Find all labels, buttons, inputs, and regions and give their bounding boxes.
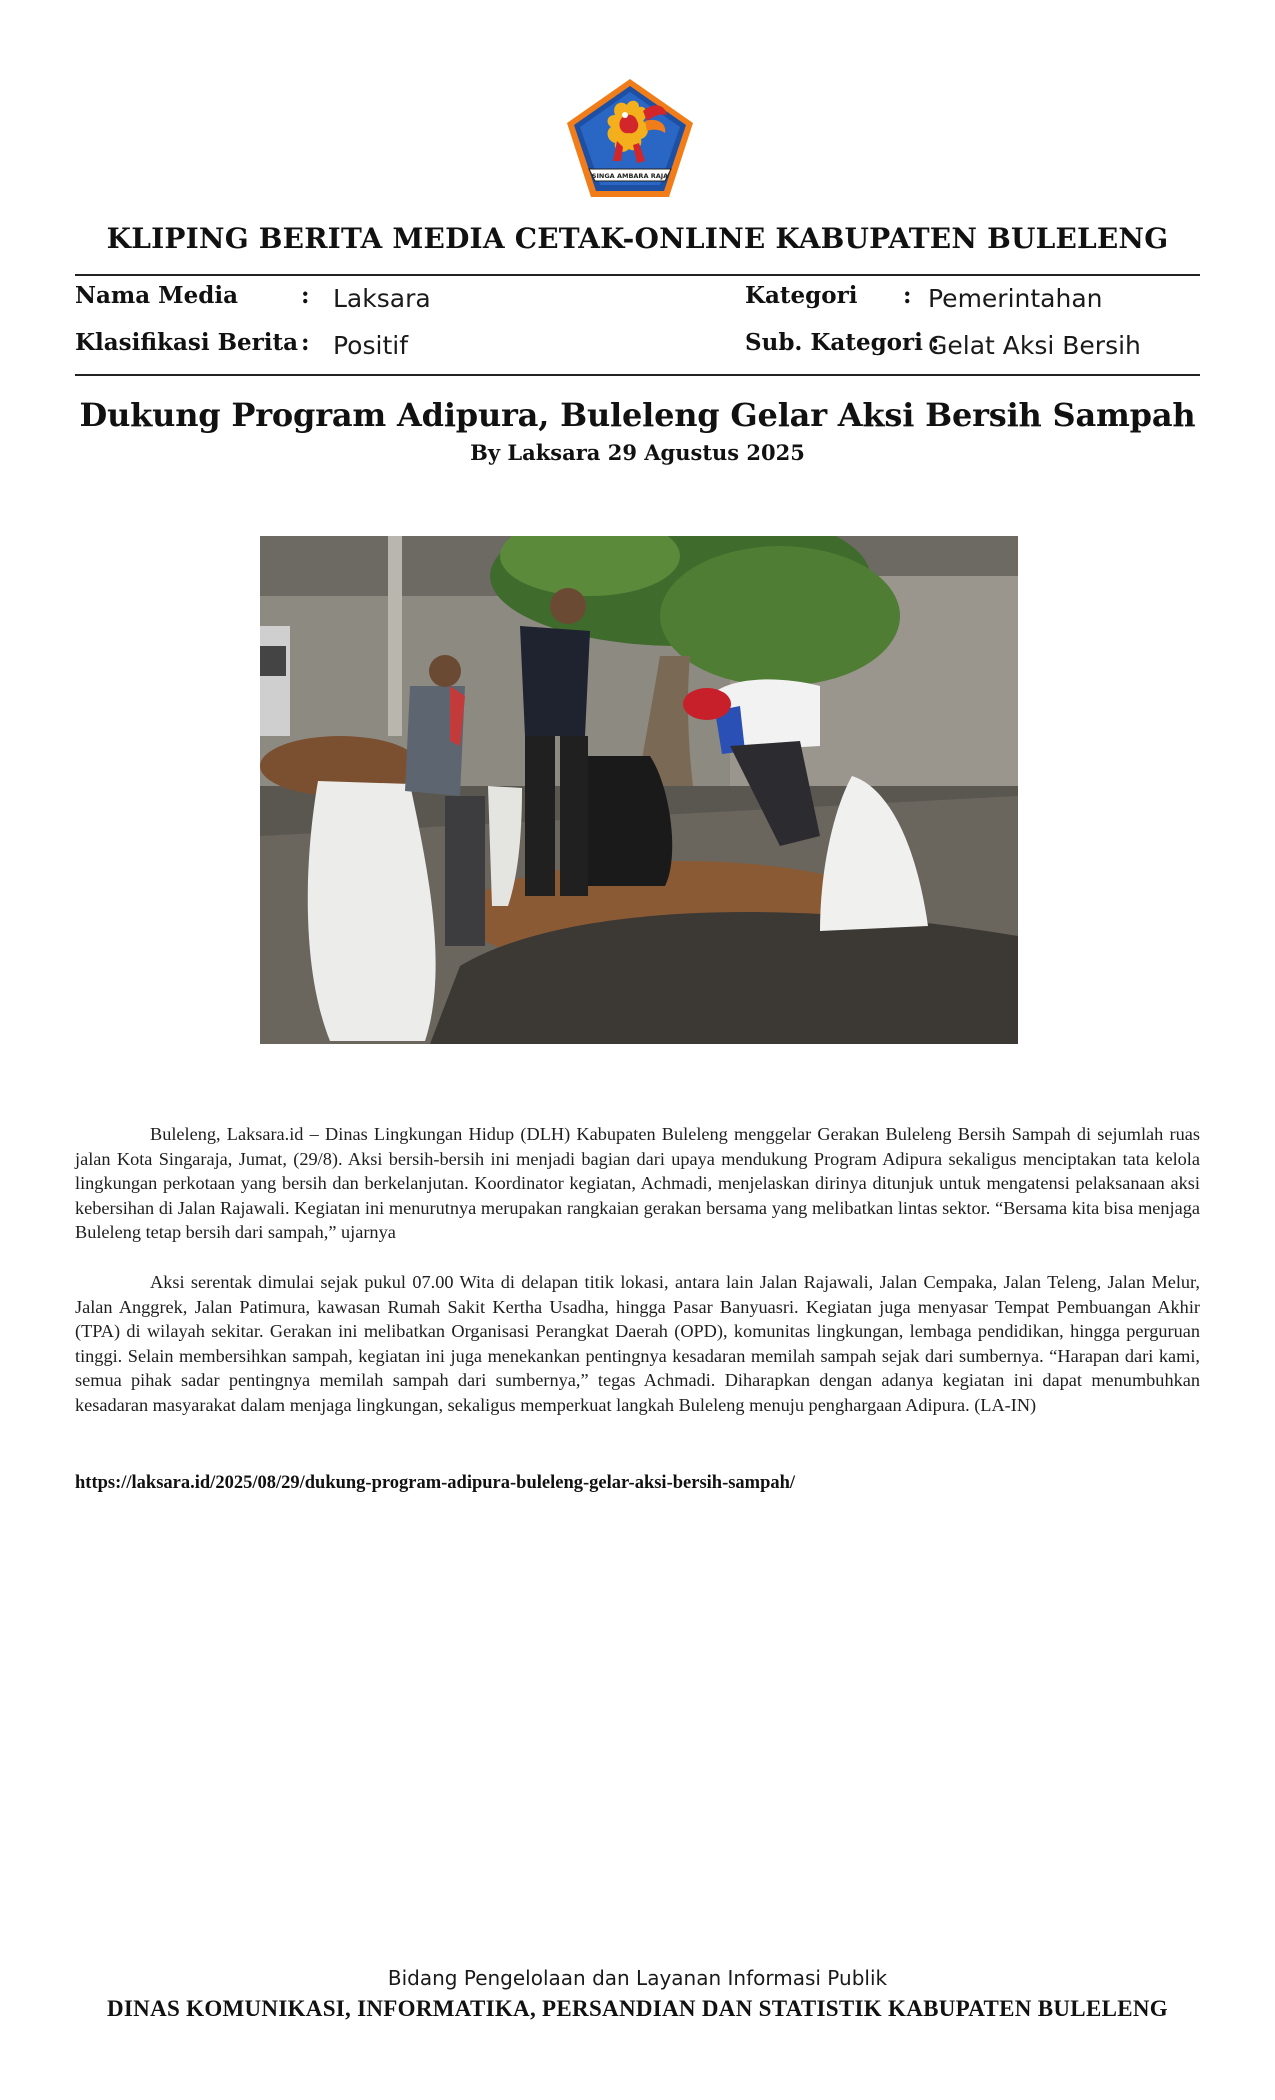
category-colon: : <box>903 282 912 309</box>
article-paragraph-2: Aksi serentak dimulai sejak pukul 07.00 Wita di delapan titik lokasi, antara lain Jalan Rajawali, Jalan Cempaka, Jalan Teleng, Jalan Melur, Jalan Anggrek, Jalan Patimura, kawasan Rumah Sakit Kertha Usadha, hingga Pasar Banyuasri. Kegiatan juga menyasar Tempat Pembuangan Akhir (TPA) di wilayah sekitar. Gerakan ini melibatkan Organisasi Perangkat Daerah (OPD), komunitas lingkungan, lembaga pendidikan, hingga perguruan tinggi. Selain membersihkan sampah, kegiatan ini juga menekankan pentingnya kesadaran memilah sampah sejak dari sumbernya. “Harapan dari kami, semua pihak sadar pentingnya memilah sampah dari sumbernya,” tegas Achmadi. Diharapkan dengan adanya kegiatan ini dapat menumbuhkan kesadaran masyarakat dalam menjaga lingkungan, sekaligus memperkuat langkah Buleleng menuju penghargaan Adipura. (LA-IN) <box>75 1272 1200 1415</box>
article-title: Dukung Program Adipura, Buleleng Gelar Aksi Bersih Sampah <box>79 396 1196 434</box>
header-divider-top <box>75 274 1200 276</box>
classification-label: Klasifikasi Berita <box>75 329 299 356</box>
source-link[interactable]: https://laksara.id/2025/08/29/dukung-program-adipura-buleleng-gelar-aksi-bersih-sampah/ <box>75 1473 796 1493</box>
subcategory-label: Sub. Kategori : <box>745 329 940 356</box>
article-paragraph-1: Buleleng, Laksara.id – Dinas Lingkungan Hidup (DLH) Kabupaten Buleleng menggelar Gerakan Buleleng Bersih Sampah di sejumlah ruas jalan Kota Singaraja, Jumat, (29/8). Aksi bersih-bersih ini menjadi bagian dari upaya mendukung Program Adipura sekaligus menciptakan tata kelola lingkungan perkotaan yang bersih dan berkelanjutan. Koordinator kegiatan, Achmadi, menjelaskan dirinya ditunjuk untuk mengatensi pelaksanaan aksi kebersihan di Jalan Rajawali. Kegiatan ini menurutnya merupakan rangkaian gerakan bersama yang melibatkan lintas sektor. “Bersama kita bisa menjaga Buleleng tetap bersih dari sampah,” ujarnya <box>75 1124 1200 1243</box>
emblem-motto-text: SINGA AMBARA RAJA <box>591 172 669 180</box>
footer-division: Bidang Pengelolaan dan Layanan Informasi Publik <box>387 1966 888 1990</box>
footer-agency: DINAS KOMUNIKASI, INFORMATIKA, PERSANDIAN DAN STATISTIK KABUPATEN BULELENG <box>107 1996 1168 2021</box>
article-byline: By Laksara 29 Agustus 2025 <box>470 440 805 465</box>
page-title: KLIPING BERITA MEDIA CETAK-ONLINE KABUPATEN BULELENG <box>106 222 1169 255</box>
category-value: Pemerintahan <box>928 284 1103 313</box>
classification-value: Positif <box>333 331 408 360</box>
media-label: Nama Media <box>75 282 238 309</box>
singa-ambara-raja-emblem-icon <box>563 75 697 201</box>
subcategory-value: Gelat Aksi Bersih <box>928 331 1141 360</box>
header-divider-bottom <box>75 374 1200 376</box>
media-colon: : <box>301 282 310 309</box>
cleanup-photo-icon <box>260 536 1018 1044</box>
media-value: Laksara <box>333 284 431 313</box>
classification-colon: : <box>301 329 310 356</box>
category-label: Kategori <box>745 282 858 309</box>
